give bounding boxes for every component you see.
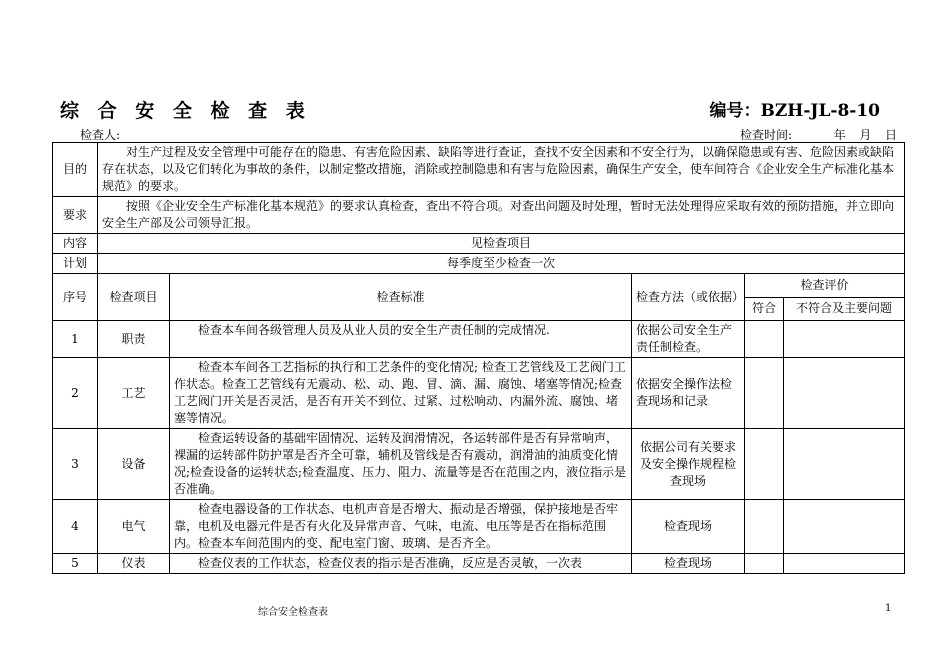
plan-text: 每季度至少检查一次 [98,254,905,274]
inspection-time-label: 检查时间: [740,128,793,142]
inspection-table [52,142,905,574]
footer-title: 综合安全检查表 [258,607,328,618]
purpose-label: 目的 [53,143,98,197]
col-method: 检查方法（或依据） [632,274,745,321]
row-fail [784,321,905,358]
content-row [53,234,905,254]
row-method: 依据公司有关要求及安全操作规程检查现场 [632,429,745,500]
col-item: 检查项目 [98,274,170,321]
col-pass: 符合 [745,297,784,321]
row-standard: 检查本车间各级管理人员及从业人员的安全生产责任制的完成情况. [170,321,632,358]
form-title: 综 合 安 全 检 查 表 [60,100,311,122]
content-label: 内容 [53,234,98,254]
col-no: 序号 [53,274,98,321]
row-fail [784,554,905,574]
table-row [53,500,905,554]
row-method: 检查现场 [632,554,745,574]
row-method: 依据公司安全生产责任制检查。 [632,321,745,358]
row-no: 2 [53,358,98,429]
requirement-row [53,197,905,234]
requirement-text: 按照《企业安全生产标准化基本规范》的要求认真检查，查出不符合项。对查出问题及时处理，暂时无法处理得应采取有效的预防措施，并立即向安全生产部及公司领导汇报。 [98,197,905,234]
row-standard: 检查运转设备的基础牢固情况、运转及润滑情况，各运转部件是否有异常响声，裸漏的运转部件防护罩是否齐全可靠，辅机及管线是否有震动，润滑油的油质变化情况;检查设备的运转状态;检查温度、压力、阻力、流量等是否在范围之内，液位指示是否准确。 [170,429,632,500]
col-fail: 不符合及主要问题 [784,297,905,321]
row-item: 仪表 [98,554,170,574]
day-label: 日 [885,128,898,142]
row-standard: 检查电器设备的工作状态、电机声音是否增大、振动是否增强，保护接地是否牢靠，电机及电器元件是否有火化及异常声音、气味，电流、电压等是否在指标范围内。检查本车间范围内的变、配电室门窗、玻璃、是否齐全。 [170,500,632,554]
row-item: 电气 [98,500,170,554]
inspection-time [740,126,897,143]
row-method: 检查现场 [632,500,745,554]
table-row [53,429,905,500]
row-pass [745,554,784,574]
purpose-row [53,143,905,197]
requirement-label: 要求 [53,197,98,234]
year-label: 年 [833,128,846,142]
row-fail [784,358,905,429]
row-fail [784,429,905,500]
row-no: 3 [53,429,98,500]
content-text: 见检查项目 [98,234,905,254]
month-label: 月 [859,128,872,142]
page-number: 1 [885,603,892,614]
table-row [53,358,905,429]
table-row [53,554,905,574]
row-pass [745,358,784,429]
table-row [53,321,905,358]
col-evaluation: 检查评价 [745,274,905,298]
purpose-text: 对生产过程及安全管理中可能存在的隐患、有害危险因素、缺陷等进行查证，查找不安全因素和不安全行为，以确保隐患或有害、危险因素或缺陷存在状态，以及它们转化为事故的条件，以制定整改措施，消除或控制隐患和有害与危险因素，确保生产安全，使车间符合《企业安全生产标准化基本规范》的要求。 [98,143,905,197]
plan-label: 计划 [53,254,98,274]
row-pass [745,321,784,358]
row-standard: 检查本车间各工艺指标的执行和工艺条件的变化情况; 检查工艺管线及工艺阀门工作状态。检查工艺管线有无震动、松、动、跑、冒、滴、漏、腐蚀、堵塞等情况;检查工艺阀门开关是否灵活，是否有开关不到位、过紧、过松响动、内漏外流、腐蚀、堵塞等情况。 [170,358,632,429]
row-no: 1 [53,321,98,358]
inspector-label: 检查人: [80,128,121,142]
row-method: 依据安全操作法检查现场和记录 [632,358,745,429]
row-pass [745,500,784,554]
row-fail [784,500,905,554]
column-header-row [53,274,905,298]
col-standard: 检查标准 [170,274,632,321]
row-item: 职责 [98,321,170,358]
row-no: 4 [53,500,98,554]
row-pass [745,429,784,500]
plan-row [53,254,905,274]
row-item: 工艺 [98,358,170,429]
document-number: 编号：BZH-JL-8-10 [709,101,880,121]
row-item: 设备 [98,429,170,500]
row-standard: 检查仪表的工作状态，检查仪表的指示是否准确，反应是否灵敏，一次表 [170,554,632,574]
row-no: 5 [53,554,98,574]
